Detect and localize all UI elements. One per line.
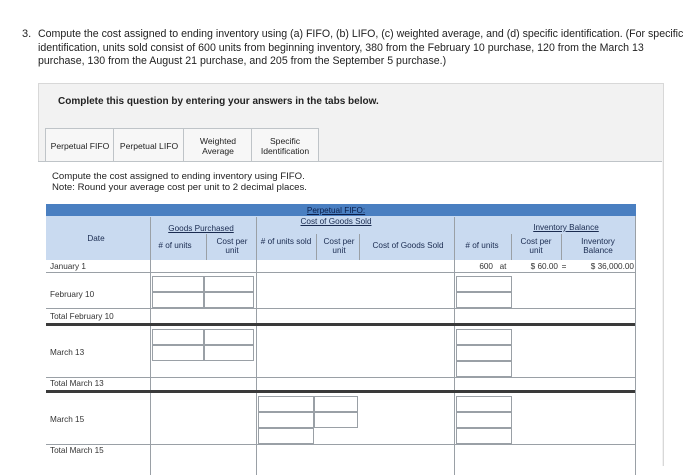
jan-equals: = xyxy=(561,262,567,271)
row-label: Total February 10 xyxy=(50,312,114,321)
mar13-inv-units-input[interactable] xyxy=(456,329,512,345)
mar15-cost-input[interactable] xyxy=(314,396,358,412)
feb-inv-units-input-2[interactable] xyxy=(456,292,512,308)
mar15-inv-units-input[interactable] xyxy=(456,396,512,412)
tab-label: Specific Identification xyxy=(260,136,310,156)
row-label: March 15 xyxy=(50,415,85,424)
row-label: Total March 13 xyxy=(50,379,104,388)
mar13-units-input[interactable] xyxy=(152,329,204,345)
jan-at: at xyxy=(499,262,507,271)
col-cost-per-unit-sold: Cost per unit xyxy=(323,237,355,255)
col-inv-balance: Inventory Balance xyxy=(581,237,615,255)
jan-cost: $ 60.00 xyxy=(530,262,558,271)
task-text xyxy=(52,171,307,193)
row-label: January 1 xyxy=(50,262,86,271)
date-header: Date xyxy=(87,234,105,243)
row-label: March 13 xyxy=(50,348,85,357)
col-cost-per-unit: Cost per unit xyxy=(216,237,248,255)
row-label: February 10 xyxy=(50,290,95,299)
question-number: 3. xyxy=(22,28,32,40)
task-line-1: Compute the cost assigned to ending inventory using FIFO. xyxy=(52,171,305,182)
feb-units-input[interactable] xyxy=(152,276,204,292)
jan-balance: $ 36,000.00 xyxy=(590,262,634,271)
feb-cost-input[interactable] xyxy=(204,276,254,292)
mar13-cost-input-2[interactable] xyxy=(204,345,254,361)
tab-weighted-average[interactable] xyxy=(183,128,253,164)
tab-perpetual-lifo[interactable] xyxy=(113,128,185,164)
tab-label: Perpetual LIFO xyxy=(119,141,179,151)
inventory-balance-header: Inventory Balance xyxy=(533,223,599,232)
jan-units: 600 xyxy=(479,262,493,271)
col-inv-cost-per-unit: Cost per unit xyxy=(520,237,552,255)
mar13-units-input-2[interactable] xyxy=(152,345,204,361)
mar15-inv-units-input-2[interactable] xyxy=(456,412,512,428)
tab-label: Weighted Average xyxy=(199,136,237,156)
col-inv-units: # of units xyxy=(465,241,499,250)
tab-label: Perpetual FIFO xyxy=(50,141,110,151)
feb-cost-input-2[interactable] xyxy=(204,292,254,308)
mar15-inv-units-input-3[interactable] xyxy=(456,428,512,444)
mar15-sold-input-2[interactable] xyxy=(258,412,314,428)
mar13-cost-input[interactable] xyxy=(204,329,254,345)
tab-specific-identification[interactable] xyxy=(251,128,319,164)
col-cogs: Cost of Goods Sold xyxy=(372,241,444,250)
mar13-inv-units-input-3[interactable] xyxy=(456,361,512,377)
instructions: Complete this question by entering your answers in the tabs below. xyxy=(58,96,379,107)
task-note: Note: Round your average cost per unit to 2 decimal places. xyxy=(52,182,307,193)
feb-units-input-2[interactable] xyxy=(152,292,204,308)
goods-purchased-header: Goods Purchased xyxy=(168,224,234,233)
cogs-group-header: Cost of Goods Sold xyxy=(300,217,372,226)
tab-perpetual-fifo[interactable] xyxy=(45,128,115,164)
mar13-inv-units-input-2[interactable] xyxy=(456,345,512,361)
question-text: Compute the cost assigned to ending inventory using (a) FIFO, (b) LIFO, (c) weighted average, and (d) specific identification. (For specific identification, units sold consist of 600 units from beginning inventory, 380 from the February 10 purchase, 120 from the March 13 purchase, 130 from the August 21 purchase, and 205 from the September 5 purchase.) xyxy=(38,28,684,67)
mar15-sold-input-3[interactable] xyxy=(258,428,314,444)
table-title: Perpetual FIFO: xyxy=(306,206,366,215)
mar15-cost-input-2[interactable] xyxy=(314,412,358,428)
mar15-sold-input[interactable] xyxy=(258,396,314,412)
col-units-sold: # of units sold xyxy=(260,237,312,246)
feb-inv-units-input[interactable] xyxy=(456,276,512,292)
row-label: Total March 15 xyxy=(50,446,104,455)
col-units: # of units xyxy=(158,241,192,250)
